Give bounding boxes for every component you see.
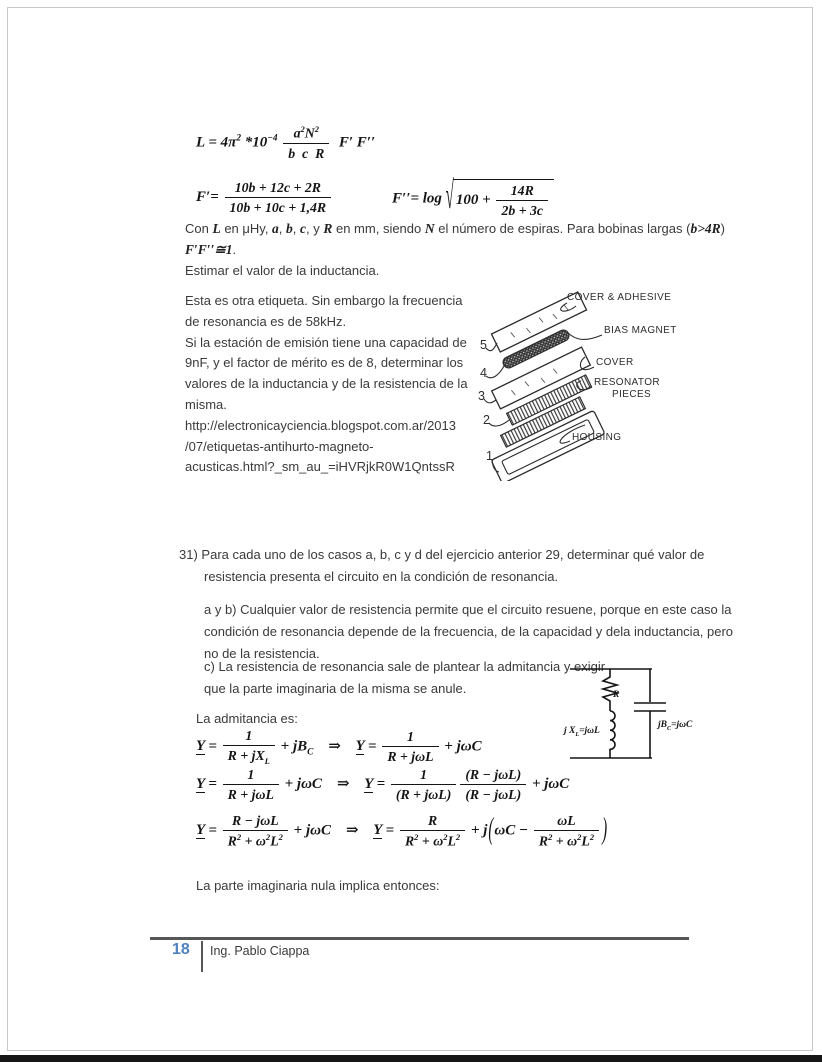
- footer-divider: [201, 941, 203, 972]
- page-number: 18: [172, 941, 190, 958]
- source-url-line: acusticas.html?_sm_au_=iHVRjkR0W1QntssR: [185, 459, 455, 475]
- capacitor-label: $jB_C=j\omega C$: [658, 720, 693, 732]
- paragraph-etiqueta: [185, 291, 468, 478]
- resistor-label: R: [613, 690, 620, 700]
- answer-c: [204, 656, 605, 700]
- answer-ab-line: no de la resistencia.: [204, 645, 320, 661]
- answer-c-line: que la parte imaginaria de la misma se anule.: [204, 680, 467, 696]
- label-cover-adhesive: COVER & ADHESIVE: [567, 292, 672, 303]
- label-resonator: RESONATOR: [594, 377, 661, 388]
- exercise-number: 31): [179, 547, 198, 562]
- footer-rule: [150, 937, 689, 940]
- inductor-symbol: [610, 711, 615, 758]
- etiqueta-line: misma.: [185, 396, 227, 412]
- exercise-text: Para cada uno de los casos a, b, c y d del ejercicio anterior 29, determinar qué valor de: [201, 547, 705, 562]
- footer-author: Ing. Pablo Ciappa: [210, 944, 310, 958]
- equation-admittance-row3: Y = $\frac{\text{R − jωL}}{R^2 + \omega^2L^2}$ + jωC ⇒ Y = $\frac{R}{R^2 + \omega^2L^2}$ + j(ωC − $\frac{\omega L}{R^2 + \omega^2L^2}$ ): [196, 813, 608, 849]
- label-bias-magnet: BIAS MAGNET: [604, 325, 677, 336]
- units-line-2: F′F′′≅1.: [185, 241, 237, 257]
- etiqueta-line: Esta es otra etiqueta. Sin embargo la frecuencia: [185, 293, 463, 308]
- layer-number-3: 3: [478, 389, 485, 403]
- admittance-caption: La admitancia es:: [196, 711, 298, 726]
- equation-f-double-prime: F′′= log √ 100 + $\frac{14R}{2b + 3c}$: [392, 179, 554, 219]
- answer-c-line: c) La resistencia de resonancia sale de plantear la admitancia y exigir: [204, 659, 606, 674]
- layer-number-5: 5: [480, 338, 487, 352]
- answer-ab-line: condición de resonancia depende de la frecuencia, de la capacidad y dela inductancia, pero: [204, 623, 734, 639]
- etiqueta-line: 9nF, y el factor de mérito es de 8, determinar los: [185, 355, 464, 371]
- layer-number-1: 1: [486, 449, 493, 463]
- equation-inductance: $L = 4\pi^2$ $*10^{-4}$ $\frac{a^2N^2}{\text{b c R}}$ F′ F′′: [196, 124, 376, 161]
- layer-number-4: 4: [480, 366, 487, 380]
- equation-f-prime: F′= $\frac{10b + 12c + 2R}{10b + 10c + 1,4R}$: [196, 179, 333, 216]
- equation-admittance-row1: Y = $\frac{1}{R + jX_L}$ + $jB_C$ ⇒ Y = $\frac{1}{\text{R + jωL}}$ + jωC: [196, 728, 482, 766]
- imaginary-part-caption: La parte imaginaria nula implica entonces:: [196, 878, 440, 893]
- tag-exploded-diagram: [473, 283, 708, 481]
- estimate-instruction: Estimar el valor de la inductancia.: [185, 262, 380, 278]
- label-housing: HOUSING: [572, 432, 622, 443]
- source-url-line: /07/etiquetas-antihurto-magneto-: [185, 438, 374, 454]
- inductor-label: j $X_L=j\omega L$: [564, 726, 600, 738]
- answer-ab-line: a y b) Cualquier valor de resistencia permite que el circuito resuene, porque en este caso la: [204, 602, 732, 617]
- rlc-circuit-diagram: [556, 645, 746, 780]
- label-cover: COVER: [596, 357, 634, 368]
- layer-number-2: 2: [483, 413, 490, 427]
- exercise-31: [179, 544, 704, 588]
- exercise-text: resistencia presenta el circuito en la condición de resonancia.: [204, 568, 559, 584]
- label-pieces: PIECES: [612, 389, 652, 400]
- equation-admittance-row2: Y = $\frac{1}{\text{R + jωL}}$ + jωC ⇒ Y = $\frac{1}{\text{(R + jωL)}}$ $\frac{\text{(R − jωL)}}{\text{(R − jωL)}}$ + jωC: [196, 767, 570, 803]
- etiqueta-line: Si la estación de emisión tiene una capacidad de: [185, 334, 467, 350]
- paragraph-units: [185, 219, 725, 281]
- etiqueta-line: valores de la inductancia y de la resistencia de la: [185, 376, 468, 392]
- etiqueta-line: de resonancia es de 58kHz.: [185, 313, 347, 329]
- bottom-black-bar: [0, 1055, 822, 1062]
- units-line-1: Con L en μHy, a, b, c, y R en mm, siendo N el número de espiras. Para bobinas largas (b>4R): [185, 221, 725, 236]
- source-url-line: http://electronicayciencia.blogspot.com.ar/2013: [185, 417, 456, 433]
